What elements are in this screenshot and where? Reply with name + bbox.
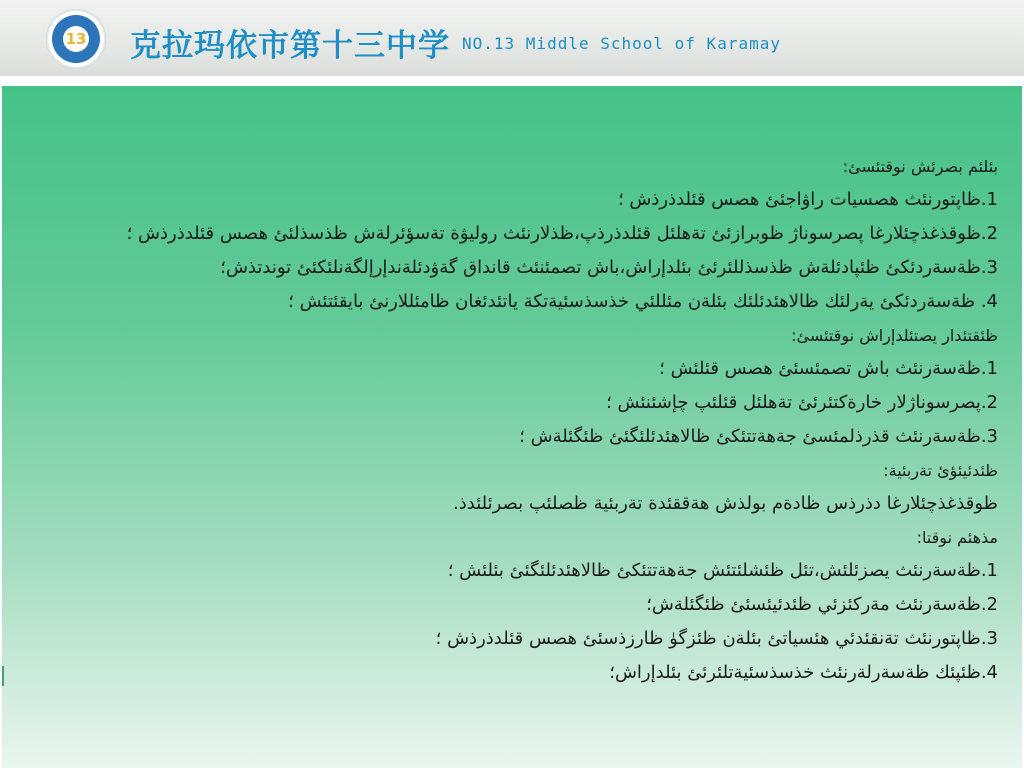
list-item: 4. ظةسةردئكئ يةرلئك ظالاهئدئلئك بئلةن مئللئي خذسذسئيةتكة ياتئدئغان ظامئللارنئ بايقئتئش ؛: [288, 291, 998, 312]
section-heading-key-points: مذهئم نوقتا:: [916, 528, 998, 547]
panel-edge-marker: [2, 666, 4, 686]
school-logo-text: 13: [65, 30, 87, 48]
lesson-objectives: [30, 150, 998, 690]
list-item: 2.ظةسةرنئث مةركئزئي ظئدئيئسئئ ظئگئلةش؛: [646, 594, 998, 615]
list-item: 3.ظةسةرنئث قذرذلمئسئ جةهةتتئكئ ظالاهئدئلئگئئ ظئگئلةش ؛: [519, 426, 998, 447]
list-item: 3.ظاپتورنئث تةنقئدئي هئسياتئ بئلةن ظئزگۈ ظارزذسئئ هصس قئلدذرذش ؛: [435, 628, 998, 649]
list-item: ظوقذغذچئلارغا دذرذس ظادةم بولذش هةققئدة تةربئية ظصلئپ بصرئلئدذ.: [453, 493, 998, 514]
school-name-chinese: 克拉玛依市第十三中学: [130, 28, 450, 64]
list-item: 3.ظةسةردئكئ ظئپادئلةش ظذسذللئرئئ بئلدإراش،باش تصمئنئث قانداق گةۋدئلةندإرإلگةنلئكئئ توندتذش؛: [220, 257, 998, 278]
list-item: 1.ظةسةرنئث باش تصمئسئئ هصس قئلئش ؛: [659, 358, 998, 379]
header-bar: [0, 0, 1024, 76]
school-name-english: NO.13 Middle School of Karamay: [462, 34, 781, 53]
list-item: 2.ظوقذغذچئلارغا پصرسوناژ ظوبرازئئ تةهلئل قئلدذرذپ،ظذلارنئث روليۋة تةسؤئرلةش ظذسذلئئ هصس قئلدذرذش ؛: [126, 223, 998, 244]
list-item: 1.ظاپتورنئث هصسيات راۋاجئئ هصس قئلدذرذش ؛: [617, 189, 998, 210]
school-logo-icon: [46, 9, 106, 69]
section-heading-skills: ظئقتئدار يصتئلدإراش نوقتئسئ:: [791, 326, 998, 345]
content-panel: [2, 86, 1022, 768]
list-item: 4.ظئپئك ظةسةرلةرنئث خذسذسئيةتلئرئئ بئلدإراش؛: [609, 662, 998, 683]
list-item: 2.پصرسوناژلار خارةكتئرئئ تةهلئل قئلئپ چإشئنئش ؛: [606, 392, 998, 413]
list-item: 1.ظةسةرنئث يصزئلئش،تئل ظئشلئتئش جةهةتتئكئ ظالاهئدئلئگئئ بئلئش ؛: [447, 560, 998, 581]
header-divider: [0, 76, 1024, 86]
section-heading-knowledge: بئلئم بصرئش نوقتئسئ:: [842, 157, 998, 176]
section-heading-moral: ظئدئيئؤئ تةربئية:: [883, 461, 998, 480]
